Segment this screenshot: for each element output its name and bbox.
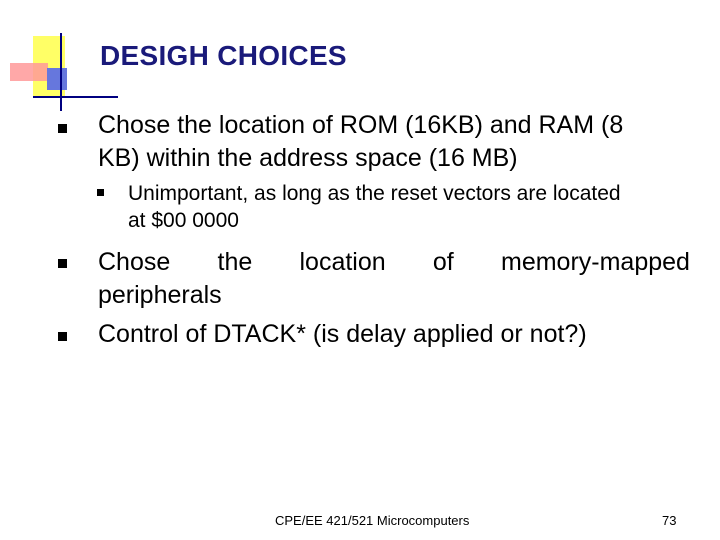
sub-bullet-marker: [97, 189, 104, 196]
page-number: 73: [662, 513, 677, 528]
slide-title: DESIGH CHOICES: [100, 40, 347, 71]
bullet-2-word: the: [217, 248, 253, 276]
bullet-1-line-2: KB) within the address space (16 MB): [98, 144, 518, 172]
bullet-1-line-1: Chose the location of ROM (16KB) and RAM (8: [98, 111, 624, 139]
bullet-2-word: memory-mapped: [501, 248, 690, 276]
slide-logo: [0, 0, 110, 110]
bullet-2-line-1: [98, 246, 690, 279]
logo-horizontal-line: [33, 96, 118, 98]
bullet-2-line-2: peripherals: [98, 281, 222, 309]
bullet-marker-3: [58, 332, 67, 341]
sub-bullet-line-2: at $00 0000: [128, 209, 239, 232]
bullet-2-word: Chose: [98, 248, 171, 276]
bullet-3-text: Control of DTACK* (is delay applied or not?): [98, 320, 587, 348]
logo-red-bar: [10, 63, 48, 81]
bullet-marker-2: [58, 259, 67, 268]
bullet-marker-1: [58, 124, 67, 133]
bullet-2-word: of: [432, 248, 454, 276]
bullet-2-word: location: [299, 248, 386, 276]
sub-bullet-line-1: Unimportant, as long as the reset vectors are located: [128, 182, 621, 205]
logo-blue-square: [47, 68, 67, 90]
logo-vertical-line: [60, 33, 62, 111]
footer-course-title: CPE/EE 421/521 Microcomputers: [275, 513, 470, 528]
